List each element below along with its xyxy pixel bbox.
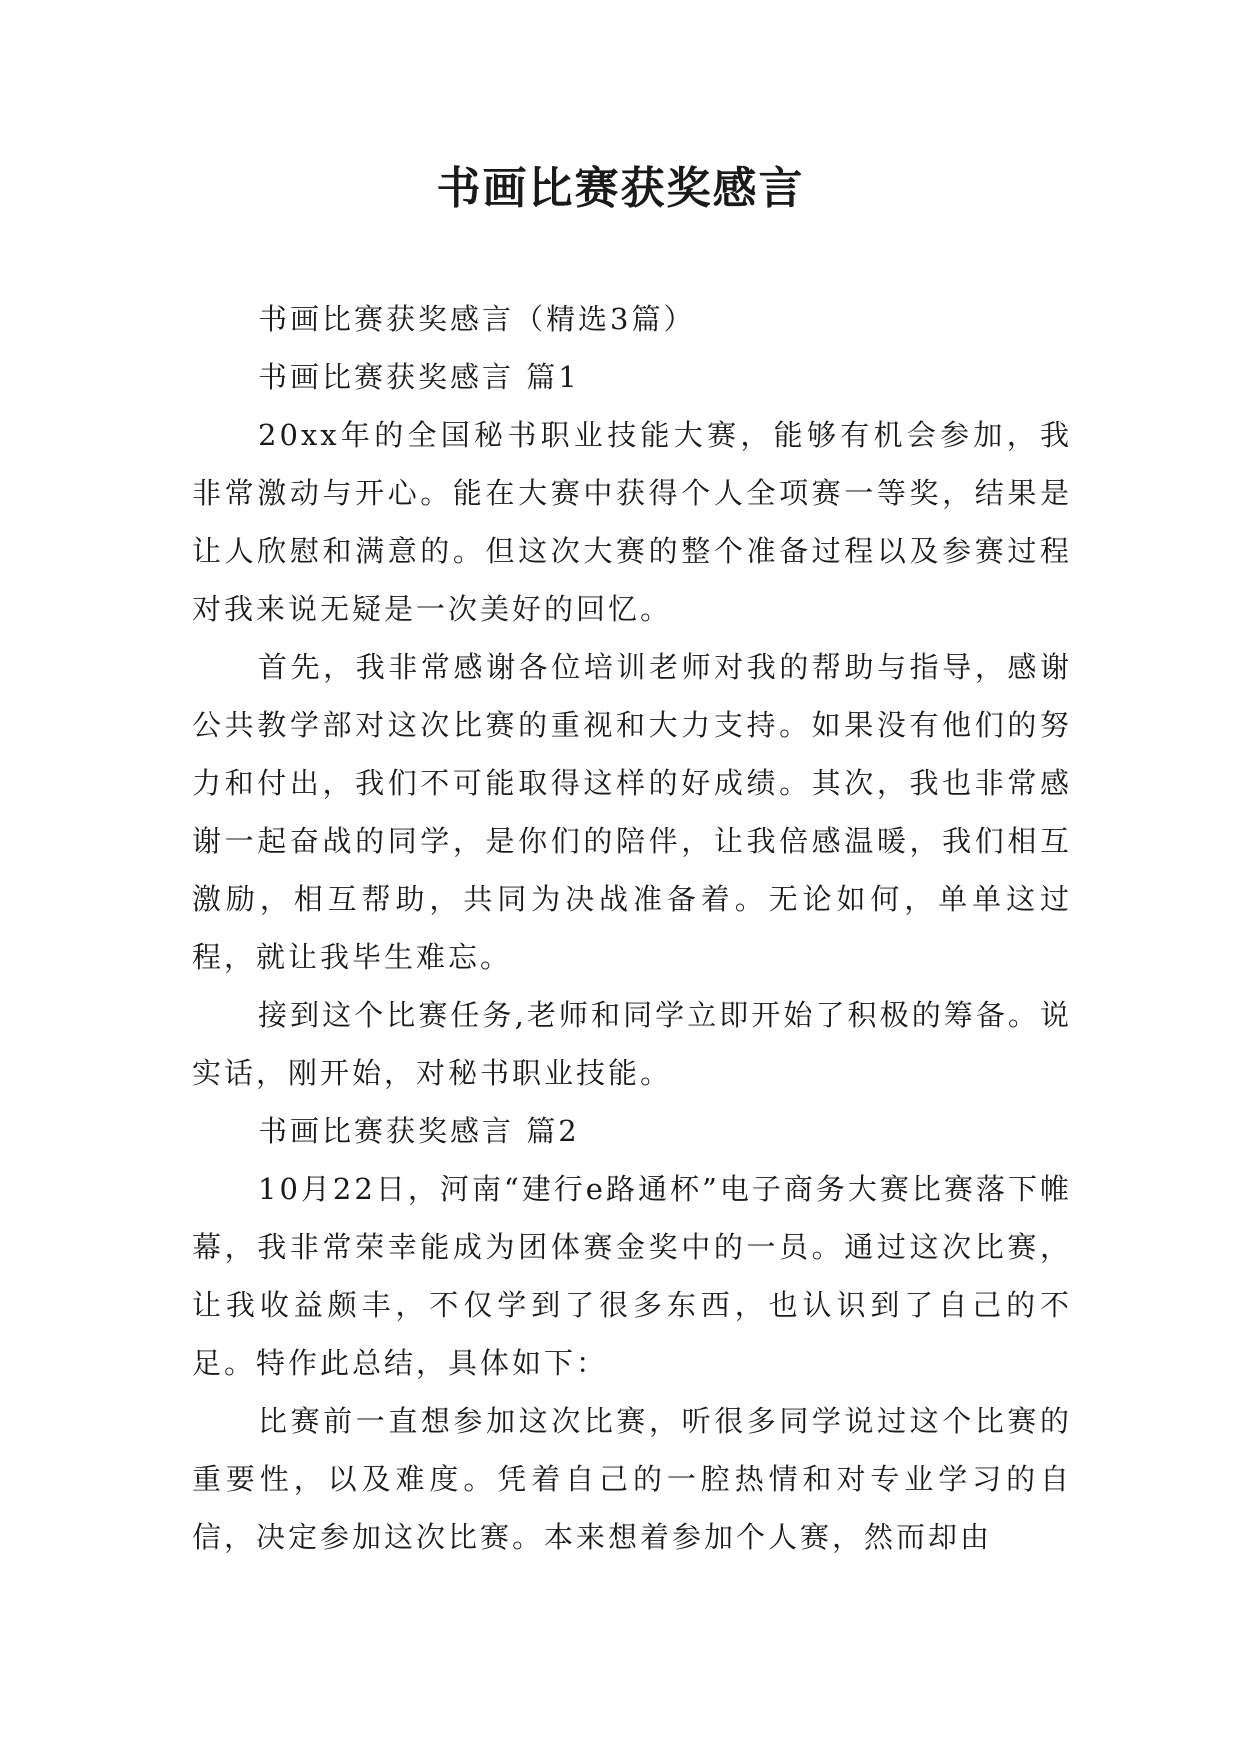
intro-heading: 书画比赛获奖感言（精选3篇） bbox=[258, 302, 696, 336]
paragraph: 20xx年的全国秘书职业技能大赛，能够有机会参加，我非常激动与开心。能在大赛中获得个人全项赛一等奖，结果是让人欣慰和满意的。但这次大赛的整个准备过程以及参赛过程对我来说无疑是一次美好的回忆。 bbox=[192, 418, 1072, 626]
section-heading-1: 书画比赛获奖感言 篇1 bbox=[258, 360, 580, 394]
document-body bbox=[192, 290, 1072, 1566]
paragraph: 比赛前一直想参加这次比赛，听很多同学说过这个比赛的重要性，以及难度。凭着自己的一腔热情和对专业学习的自信，决定参加这次比赛。本来想着参加个人赛，然而却由 bbox=[192, 1404, 1072, 1554]
document-title: 书画比赛获奖感言 bbox=[436, 163, 805, 214]
paragraph: 首先，我非常感谢各位培训老师对我的帮助与指导，感谢公共教学部对这次比赛的重视和大力支持。如果没有他们的努力和付出，我们不可能取得这样的好成绩。其次，我也非常感谢一起奋战的同学，是你们的陪伴，让我倍感温暖，我们相互激励，相互帮助，共同为决战准备着。无论如何，单单这过程，就让我毕生难忘。 bbox=[192, 650, 1072, 974]
section-heading-2: 书画比赛获奖感言 篇2 bbox=[258, 1114, 580, 1148]
paragraph: 接到这个比赛任务,老师和同学立即开始了积极的筹备。说实话，刚开始，对秘书职业技能。 bbox=[192, 998, 1072, 1090]
paragraph: 10月22日，河南“建行e路通杯”电子商务大赛比赛落下帷幕，我非常荣幸能成为团体赛金奖中的一员。通过这次比赛，让我收益颇丰，不仅学到了很多东西，也认识到了自己的不足。特作此总结，具体如下： bbox=[192, 1172, 1072, 1380]
